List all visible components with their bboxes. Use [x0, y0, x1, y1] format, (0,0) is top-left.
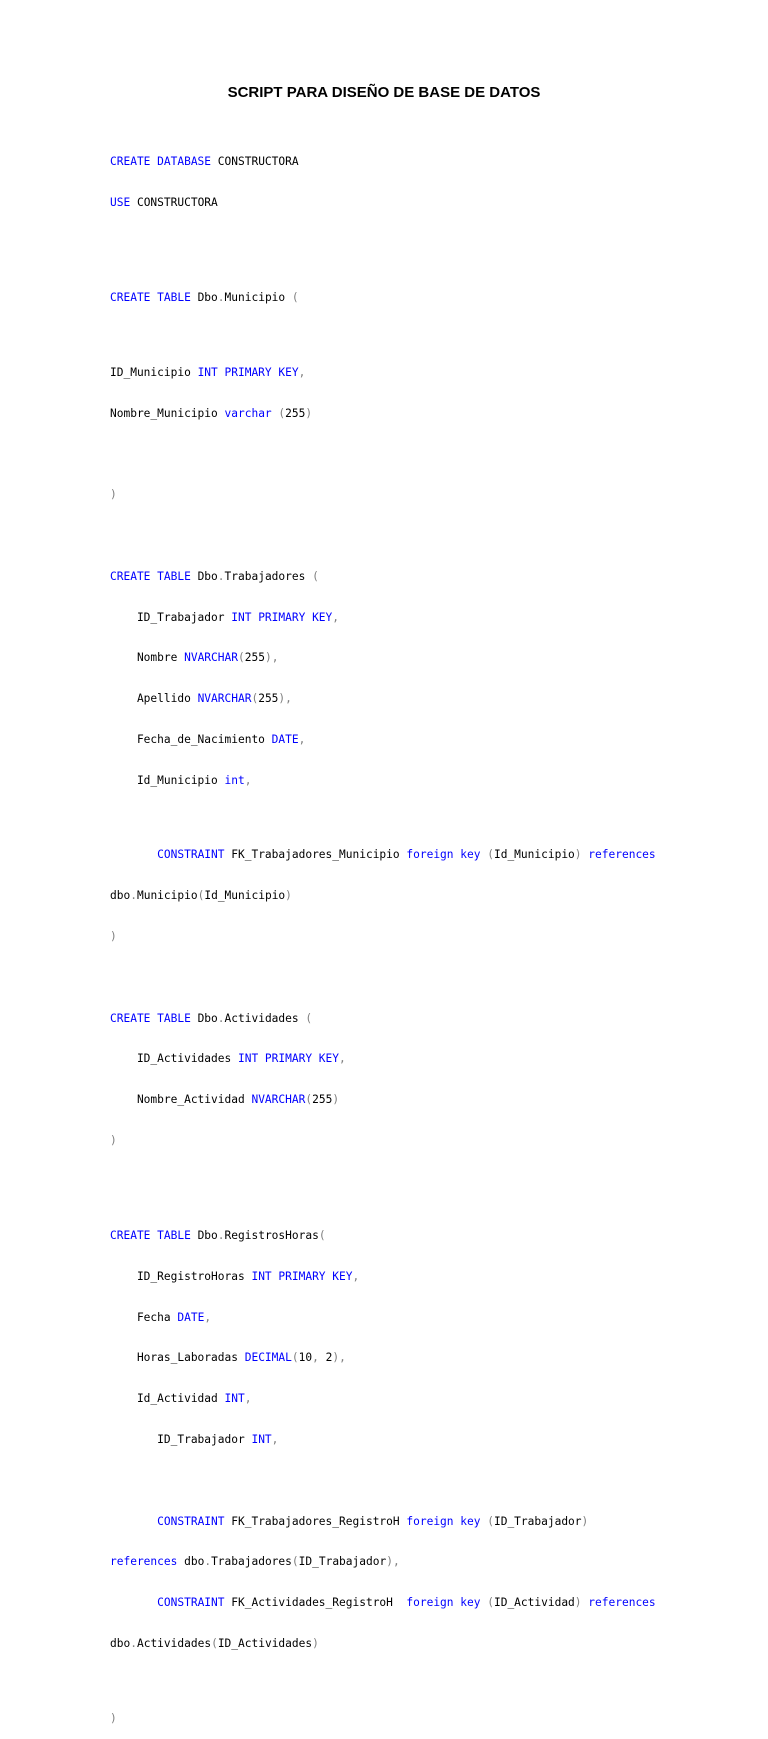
sql-punctuation: ) — [332, 1093, 340, 1107]
code-line — [110, 1433, 710, 1447]
sql-punctuation: , — [298, 365, 306, 379]
sql-text: dbo — [110, 889, 131, 903]
code-line — [110, 196, 710, 210]
code-line — [110, 1712, 710, 1726]
sql-punctuation: ( — [487, 848, 494, 862]
sql-keyword: DATE — [271, 732, 299, 746]
sql-text: ID_Trabajador — [110, 1433, 252, 1446]
sql-text: dbo — [177, 1555, 205, 1569]
sql-punctuation: , — [298, 732, 306, 746]
sql-text: RegistrosHoras — [224, 1229, 319, 1243]
sql-text: Dbo — [190, 291, 218, 305]
code-line — [110, 1093, 710, 1107]
sql-text: dbo — [110, 1636, 131, 1650]
sql-text: CONSTRUCTORA — [211, 155, 299, 169]
sql-punctuation: . — [204, 1555, 212, 1569]
code-line — [110, 1555, 710, 1569]
sql-text: Fecha — [110, 1310, 178, 1324]
code-line — [110, 1311, 710, 1325]
sql-punctuation: . — [130, 1636, 137, 1650]
code-line — [110, 1392, 710, 1406]
sql-text: ID_RegistroHoras — [110, 1269, 252, 1283]
sql-keyword: NVARCHAR — [197, 692, 252, 706]
sql-text — [110, 1596, 157, 1609]
sql-punctuation: ) — [574, 848, 582, 862]
code-line — [110, 1134, 710, 1148]
sql-text: 2 — [318, 1351, 333, 1365]
sql-keyword: DATE — [177, 1310, 205, 1324]
sql-text — [480, 1596, 487, 1609]
code-line — [110, 366, 710, 380]
sql-punctuation: , — [332, 610, 340, 624]
sql-text: Actividades — [136, 1636, 212, 1650]
sql-punctuation: , — [352, 1269, 360, 1283]
sql-punctuation: ), — [264, 651, 279, 665]
sql-keyword: CREATE TABLE — [110, 1229, 191, 1243]
code-line — [110, 889, 710, 903]
code-line — [110, 1229, 710, 1243]
code-line — [110, 774, 710, 788]
sql-keyword: varchar — [224, 406, 272, 420]
sql-text: Dbo — [190, 1229, 218, 1243]
sql-punctuation: ) — [312, 1636, 319, 1650]
sql-keyword: INT PRIMARY KEY — [197, 365, 299, 379]
sql-keyword: CREATE TABLE — [110, 291, 191, 305]
sql-text: ID_Actividades — [217, 1636, 313, 1650]
sql-punctuation: . — [217, 291, 225, 305]
sql-punctuation: ( — [197, 889, 205, 903]
document-title: SCRIPT PARA DISEÑO DE BASE DE DATOS — [227, 84, 541, 101]
sql-punctuation: ) — [285, 889, 292, 903]
code-line — [110, 1012, 710, 1026]
sql-text — [110, 848, 157, 861]
sql-text — [582, 1596, 589, 1609]
sql-keyword: INT PRIMARY KEY — [237, 1052, 340, 1066]
code-line — [110, 733, 710, 747]
sql-text: ID_Trabajador — [493, 1514, 582, 1528]
sql-script — [110, 128, 710, 1739]
sql-keyword: CONSTRAINT — [157, 1514, 225, 1528]
sql-keyword: INT — [251, 1433, 272, 1446]
sql-text: Nombre_Municipio — [110, 406, 225, 420]
sql-text: Id_Municipio — [493, 848, 575, 862]
code-line — [110, 1596, 710, 1610]
sql-keyword: INT PRIMARY KEY — [251, 1269, 353, 1283]
sql-keyword: USE — [110, 195, 131, 209]
code-line — [110, 1637, 710, 1651]
sql-punctuation: ), — [278, 692, 292, 706]
code-line — [110, 930, 710, 944]
sql-text: ID_Trabajador — [298, 1555, 387, 1569]
code-line — [110, 1052, 710, 1066]
sql-punctuation: ( — [211, 1636, 218, 1650]
sql-punctuation: . — [217, 1229, 225, 1243]
sql-punctuation: ( — [318, 1229, 326, 1243]
sql-punctuation: ( — [291, 1555, 299, 1569]
sql-text: Fecha_de_Nacimiento — [110, 732, 272, 746]
sql-text: Horas_Laboradas — [110, 1351, 245, 1365]
sql-punctuation: ( — [291, 291, 299, 305]
sql-punctuation: ) — [574, 1596, 582, 1610]
sql-punctuation: ( — [487, 1596, 494, 1610]
sql-text: Dbo — [190, 1011, 218, 1025]
sql-keyword: CONSTRAINT — [157, 1596, 225, 1610]
sql-text: Dbo — [190, 569, 218, 583]
code-line — [110, 651, 710, 665]
sql-punctuation: , — [244, 773, 252, 787]
sql-punctuation: ), — [386, 1555, 400, 1569]
sql-text — [110, 1515, 157, 1528]
sql-text: Nombre_Actividad — [110, 1093, 252, 1107]
sql-punctuation: ( — [278, 406, 286, 420]
sql-punctuation: ) — [305, 406, 313, 420]
sql-keyword: int — [224, 773, 245, 787]
sql-text: ID_Actividades — [110, 1052, 238, 1066]
sql-punctuation: ), — [332, 1351, 346, 1365]
code-line — [110, 1351, 710, 1365]
code-line — [110, 291, 710, 305]
sql-keyword: CONSTRAINT — [157, 848, 225, 862]
sql-text — [480, 1515, 487, 1528]
sql-keyword: NVARCHAR — [184, 651, 238, 665]
sql-text: 255 — [258, 692, 279, 706]
sql-text: Municipio — [136, 889, 198, 903]
sql-punctuation: ( — [291, 1351, 299, 1365]
sql-keyword: CREATE DATABASE — [110, 155, 212, 169]
sql-text: Municipio — [224, 291, 292, 305]
sql-text: ID_Actividad — [493, 1596, 575, 1610]
sql-punctuation: ( — [237, 651, 245, 665]
sql-text: FK_Trabajadores_RegistroH — [224, 1514, 407, 1528]
sql-punctuation: . — [217, 1011, 225, 1025]
code-line — [110, 848, 710, 862]
sql-punctuation: ) — [581, 1514, 589, 1528]
sql-text: Nombre — [110, 651, 185, 665]
sql-punctuation: ) — [110, 930, 117, 944]
sql-punctuation: , — [204, 1310, 212, 1324]
sql-text: 255 — [244, 651, 265, 665]
sql-text: Trabajadores — [211, 1555, 292, 1569]
sql-punctuation: . — [130, 889, 137, 903]
sql-punctuation: ( — [312, 569, 319, 583]
sql-keyword: references — [588, 848, 656, 862]
sql-text: Trabajadores — [224, 569, 313, 583]
code-line — [110, 488, 710, 502]
sql-punctuation: ) — [110, 1133, 117, 1147]
sql-keyword: references — [588, 1596, 656, 1610]
sql-punctuation: ) — [110, 1711, 117, 1725]
sql-text: Apellido — [110, 692, 198, 706]
code-line — [110, 155, 710, 169]
sql-punctuation: ( — [251, 692, 259, 706]
code-line — [110, 1515, 710, 1529]
sql-text: ID_Trabajador — [110, 610, 232, 624]
sql-keyword: CREATE TABLE — [110, 569, 191, 583]
sql-keyword: NVARCHAR — [251, 1093, 306, 1107]
sql-punctuation: ( — [487, 1514, 494, 1528]
sql-text: ID_Municipio — [110, 365, 198, 379]
sql-text: Id_Municipio — [204, 889, 286, 903]
sql-keyword: foreign key — [406, 1514, 481, 1528]
sql-keyword: foreign key — [406, 1596, 481, 1610]
sql-punctuation: ( — [305, 1093, 313, 1107]
sql-keyword: INT — [224, 1392, 245, 1406]
code-line — [110, 611, 710, 625]
sql-punctuation: ( — [305, 1011, 313, 1025]
sql-text: CONSTRUCTORA — [130, 195, 218, 209]
sql-text: Actividades — [224, 1011, 306, 1025]
code-line — [110, 407, 710, 421]
sql-text: Id_Municipio — [110, 773, 225, 787]
sql-text: FK_Actividades_RegistroH — [224, 1596, 407, 1610]
sql-punctuation: , — [312, 1351, 319, 1365]
code-line — [110, 1270, 710, 1284]
sql-text: 255 — [312, 1093, 333, 1107]
sql-text: 10 — [298, 1351, 313, 1365]
sql-keyword: references — [110, 1555, 178, 1569]
sql-punctuation: , — [271, 1433, 279, 1446]
sql-keyword: DECIMAL — [244, 1351, 292, 1365]
sql-text: 255 — [285, 406, 306, 420]
sql-keyword: foreign key — [406, 848, 481, 862]
code-line — [110, 692, 710, 706]
code-line — [110, 570, 710, 584]
sql-punctuation: ) — [110, 488, 117, 502]
sql-keyword: INT PRIMARY KEY — [231, 610, 333, 624]
sql-punctuation: , — [339, 1052, 346, 1066]
sql-punctuation: , — [244, 1392, 252, 1406]
sql-text: Id_Actividad — [110, 1392, 225, 1406]
sql-keyword: CREATE TABLE — [110, 1011, 191, 1025]
sql-punctuation: . — [217, 569, 225, 583]
sql-text: FK_Trabajadores_Municipio — [224, 848, 407, 862]
